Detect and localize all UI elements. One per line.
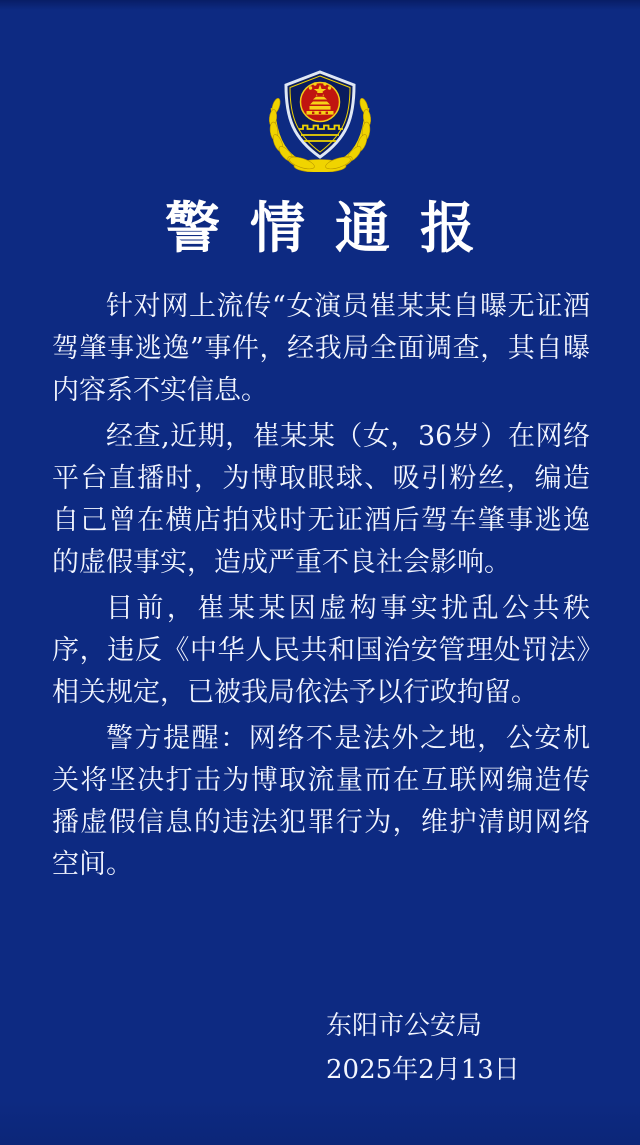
signature-block [326,1004,640,1092]
notice-body [0,286,640,886]
notice-paragraph-2: 经查,近期，崔某某（女，36岁）在网络平台直播时，为博取眼球、吸引粉丝，编造自己曾在横店拍戏时无证酒后驾车肇事逃逸的虚假事实，造成严重不良社会影响。 [52,421,590,578]
issue-date: 2025年2月13日 [326,1055,520,1085]
notice-title: 警情通报 [164,195,505,260]
police-badge-icon [260,66,380,172]
issuing-agency: 东阳市公安局 [326,1011,483,1041]
notice-paragraph-3: 目前，崔某某因虚构事实扰乱公共秩序，违反《中华人民共和国治安管理处罚法》相关规定，已被我局依法予以行政拘留。 [52,593,590,708]
notice-paragraph-1: 针对网上流传“女演员崔某某自曝无证酒驾肇事逃逸”事件，经我局全面调查，其自曝内容系不实信息。 [52,291,590,406]
notice-paragraph-4: 警方提醒：网络不是法外之地，公安机关将坚决打击为博取流量而在互联网编造传播虚假信息的违法犯罪行为，维护清朗网络空间。 [52,723,590,880]
